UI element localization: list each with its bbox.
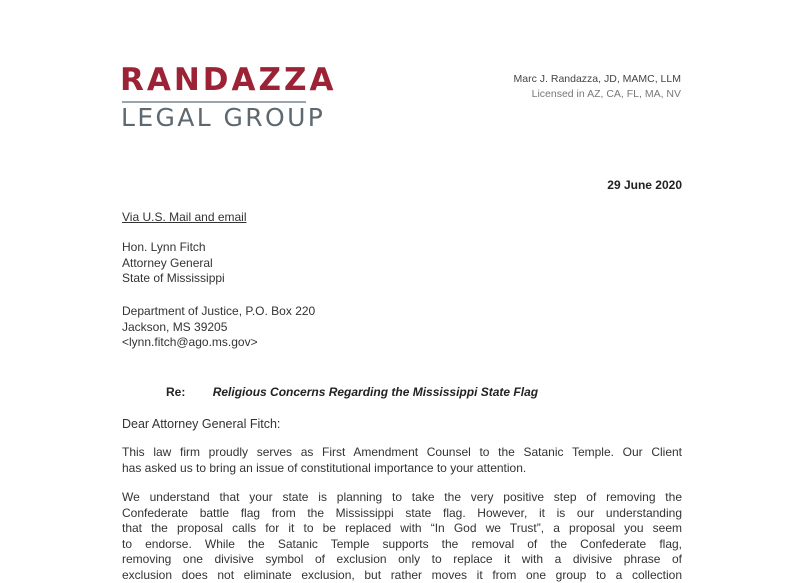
recipient-name: Hon. Lynn Fitch xyxy=(122,240,206,254)
re-line xyxy=(166,385,538,399)
paragraph-2-line: Confederate battle flag from the Mississippi state flag. However, it is our understanding xyxy=(122,505,682,520)
paragraph-1 xyxy=(122,445,682,476)
recipient-state: State of Mississippi xyxy=(122,271,225,285)
paragraph-2 xyxy=(122,490,682,583)
address-block xyxy=(122,304,315,351)
firm-logo-bottom: LEGAL GROUP xyxy=(121,103,326,132)
recipient-block xyxy=(122,240,225,287)
address-line-1: Department of Justice, P.O. Box 220 xyxy=(122,304,316,318)
firm-logo-top: RANDAZZA xyxy=(120,62,337,98)
attorney-licenses: Licensed in AZ, CA, FL, MA, NV xyxy=(531,88,681,100)
re-subject: Religious Concerns Regarding the Mississippi State Flag xyxy=(212,385,539,399)
paragraph-2-line: to endorse. While the Satanic Temple supports the removal of the Confederate flag, xyxy=(122,536,682,551)
paragraph-2-line: We understand that your state is planning to take the very positive step of removing the xyxy=(122,490,682,504)
paragraph-2-line: exclusion does not eliminate exclusion, but rather moves it from one group to a collection xyxy=(122,567,682,582)
delivery-method: Via U.S. Mail and email xyxy=(122,210,247,224)
attorney-name: Marc J. Randazza, JD, MAMC, LLM xyxy=(513,73,681,85)
address-line-2: Jackson, MS 39205 xyxy=(122,319,228,334)
recipient-title: Attorney General xyxy=(122,255,213,270)
address-email: <lynn.fitch@ago.ms.gov> xyxy=(122,335,258,349)
attorney-info xyxy=(514,72,681,102)
re-label: Re: xyxy=(166,385,186,399)
letter-date: 29 June 2020 xyxy=(607,178,682,192)
paragraph-1-line: has asked us to bring an issue of constitutional importance to your attention. xyxy=(122,460,527,475)
paragraph-2-line: removing one divisive symbol of exclusion only to replace it with a divisive phrase of xyxy=(122,552,682,566)
salutation: Dear Attorney General Fitch: xyxy=(122,417,281,431)
paragraph-2-line: that the proposal calls for it to be replaced with “In God we Trust”, a proposal you seem xyxy=(122,521,682,535)
paragraph-1-line: This law firm proudly serves as First Amendment Counsel to the Satanic Temple. Our Client xyxy=(122,445,682,459)
